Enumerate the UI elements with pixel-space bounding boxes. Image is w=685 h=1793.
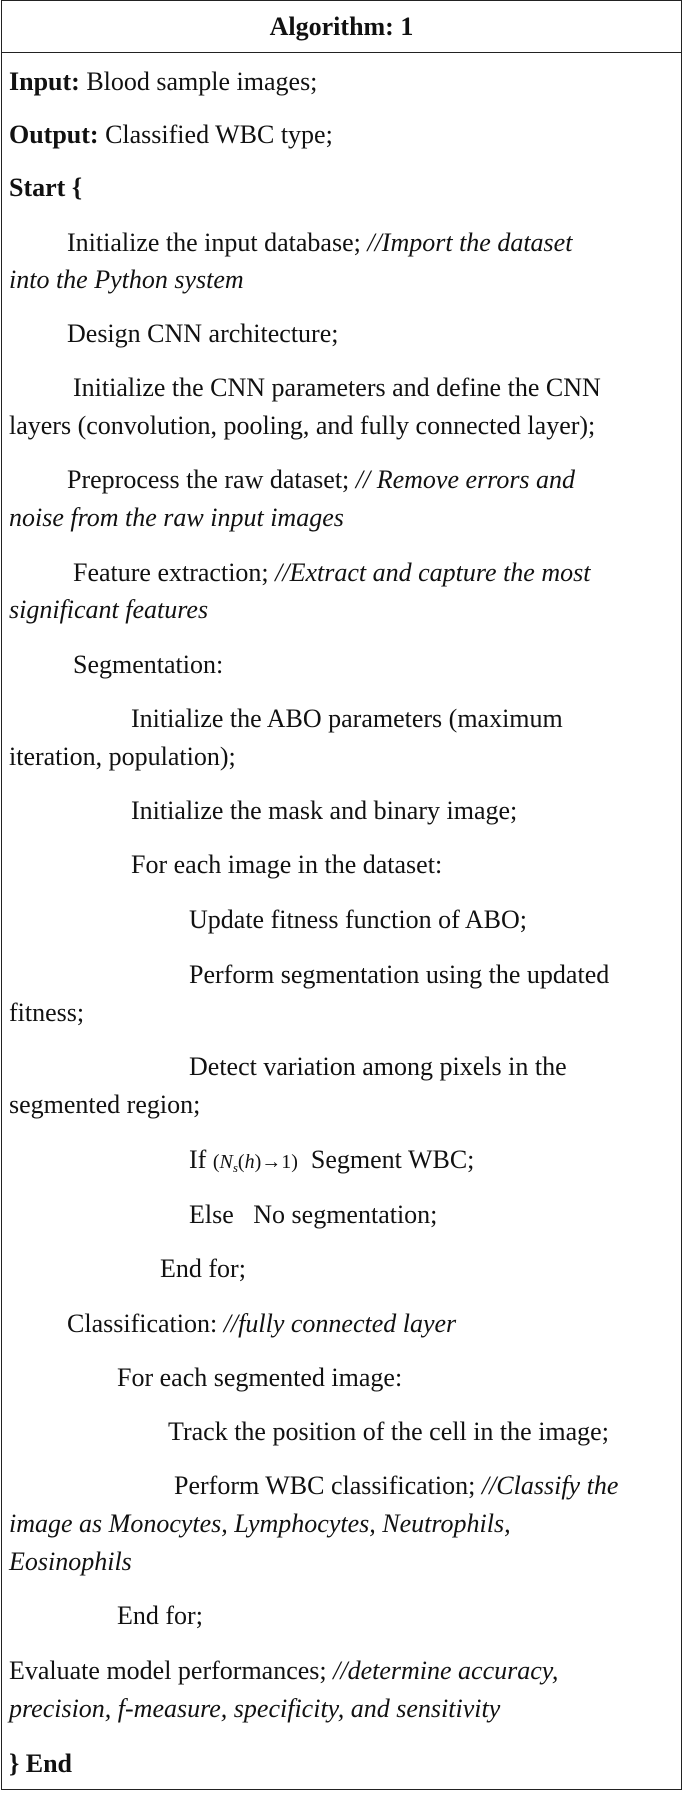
comment-evaluate-cont: precision, f-measure, specificity, and sensitivity bbox=[9, 1694, 501, 1723]
step-update-fitness: Update fitness function of ABO; bbox=[189, 905, 527, 934]
end-for-segmented: End for; bbox=[117, 1601, 203, 1630]
comment-import-cont: into the Python system bbox=[9, 265, 244, 294]
step-perform-segmentation: Perform segmentation using the updated bbox=[189, 960, 610, 989]
step-wbc-classification-text: Perform WBC classification; bbox=[174, 1471, 482, 1500]
step-preprocess bbox=[67, 461, 575, 499]
end-for-images: End for; bbox=[160, 1254, 246, 1283]
step-preprocess-text: Preprocess the raw dataset; bbox=[67, 465, 356, 494]
comment-wbc-cont: image as Monocytes, Lymphocytes, Neutrophils, bbox=[9, 1509, 511, 1538]
if-action: Segment WBC; bbox=[310, 1145, 475, 1174]
comment-wbc: //Classify the bbox=[481, 1471, 619, 1500]
input-line bbox=[9, 63, 317, 101]
comment-import: //Import the dataset bbox=[367, 228, 573, 257]
else-line bbox=[189, 1196, 437, 1234]
step-design-cnn: Design CNN architecture; bbox=[67, 319, 339, 348]
input-label: Input: bbox=[9, 67, 80, 96]
step-perform-segmentation-cont: fitness; bbox=[9, 998, 85, 1027]
comment-classification: //fully connected layer bbox=[223, 1309, 457, 1338]
step-feature-text: Feature extraction; bbox=[73, 558, 276, 587]
if-keyword: If bbox=[189, 1145, 207, 1174]
step-track-position: Track the position of the cell in the image; bbox=[168, 1417, 609, 1446]
step-init-abo: Initialize the ABO parameters (maximum bbox=[131, 704, 563, 733]
if-condition: $(N_s(h)\to 1)$ bbox=[212, 1151, 298, 1175]
comment-feature-cont: significant features bbox=[9, 595, 209, 624]
output-label: Output: bbox=[9, 120, 99, 149]
comment-preprocess-cont: noise from the raw input images bbox=[9, 503, 344, 532]
step-feature-extraction bbox=[73, 554, 590, 592]
output-text: Classified WBC type; bbox=[98, 120, 333, 149]
step-classification bbox=[67, 1305, 456, 1343]
else-keyword: Else bbox=[189, 1200, 234, 1229]
step-init-database bbox=[67, 224, 572, 262]
if-line bbox=[189, 1141, 474, 1187]
step-init-database-text: Initialize the input database; bbox=[67, 228, 368, 257]
step-init-abo-cont: iteration, population); bbox=[9, 742, 236, 771]
step-evaluate-text: Evaluate model performances; bbox=[9, 1656, 334, 1685]
output-line bbox=[9, 116, 333, 154]
step-for-each-image: For each image in the dataset: bbox=[131, 850, 443, 879]
algorithm-title: Algorithm: 1 bbox=[1, 0, 682, 53]
step-detect-variation: Detect variation among pixels in the bbox=[189, 1052, 567, 1081]
comment-preprocess: // Remove errors and bbox=[355, 465, 576, 494]
comment-evaluate: //determine accuracy, bbox=[333, 1656, 559, 1685]
step-for-each-segmented: For each segmented image: bbox=[117, 1363, 403, 1392]
step-detect-variation-cont: segmented region; bbox=[9, 1090, 201, 1119]
step-classification-text: Classification: bbox=[67, 1309, 224, 1338]
input-text: Blood sample images; bbox=[79, 67, 318, 96]
step-segmentation: Segmentation: bbox=[73, 650, 224, 679]
step-init-mask: Initialize the mask and binary image; bbox=[131, 796, 518, 825]
comment-wbc-cont-2: Eosinophils bbox=[9, 1547, 132, 1576]
else-action: No segmentation; bbox=[253, 1200, 438, 1229]
comment-feature: //Extract and capture the most bbox=[275, 558, 591, 587]
step-wbc-classification bbox=[174, 1467, 618, 1505]
step-evaluate bbox=[9, 1652, 558, 1690]
start-line: Start { bbox=[9, 173, 83, 202]
end-line: } End bbox=[9, 1749, 73, 1778]
step-init-cnn: Initialize the CNN parameters and define the CNN bbox=[73, 373, 601, 402]
step-init-cnn-cont: layers (convolution, pooling, and fully connected layer); bbox=[9, 411, 596, 440]
